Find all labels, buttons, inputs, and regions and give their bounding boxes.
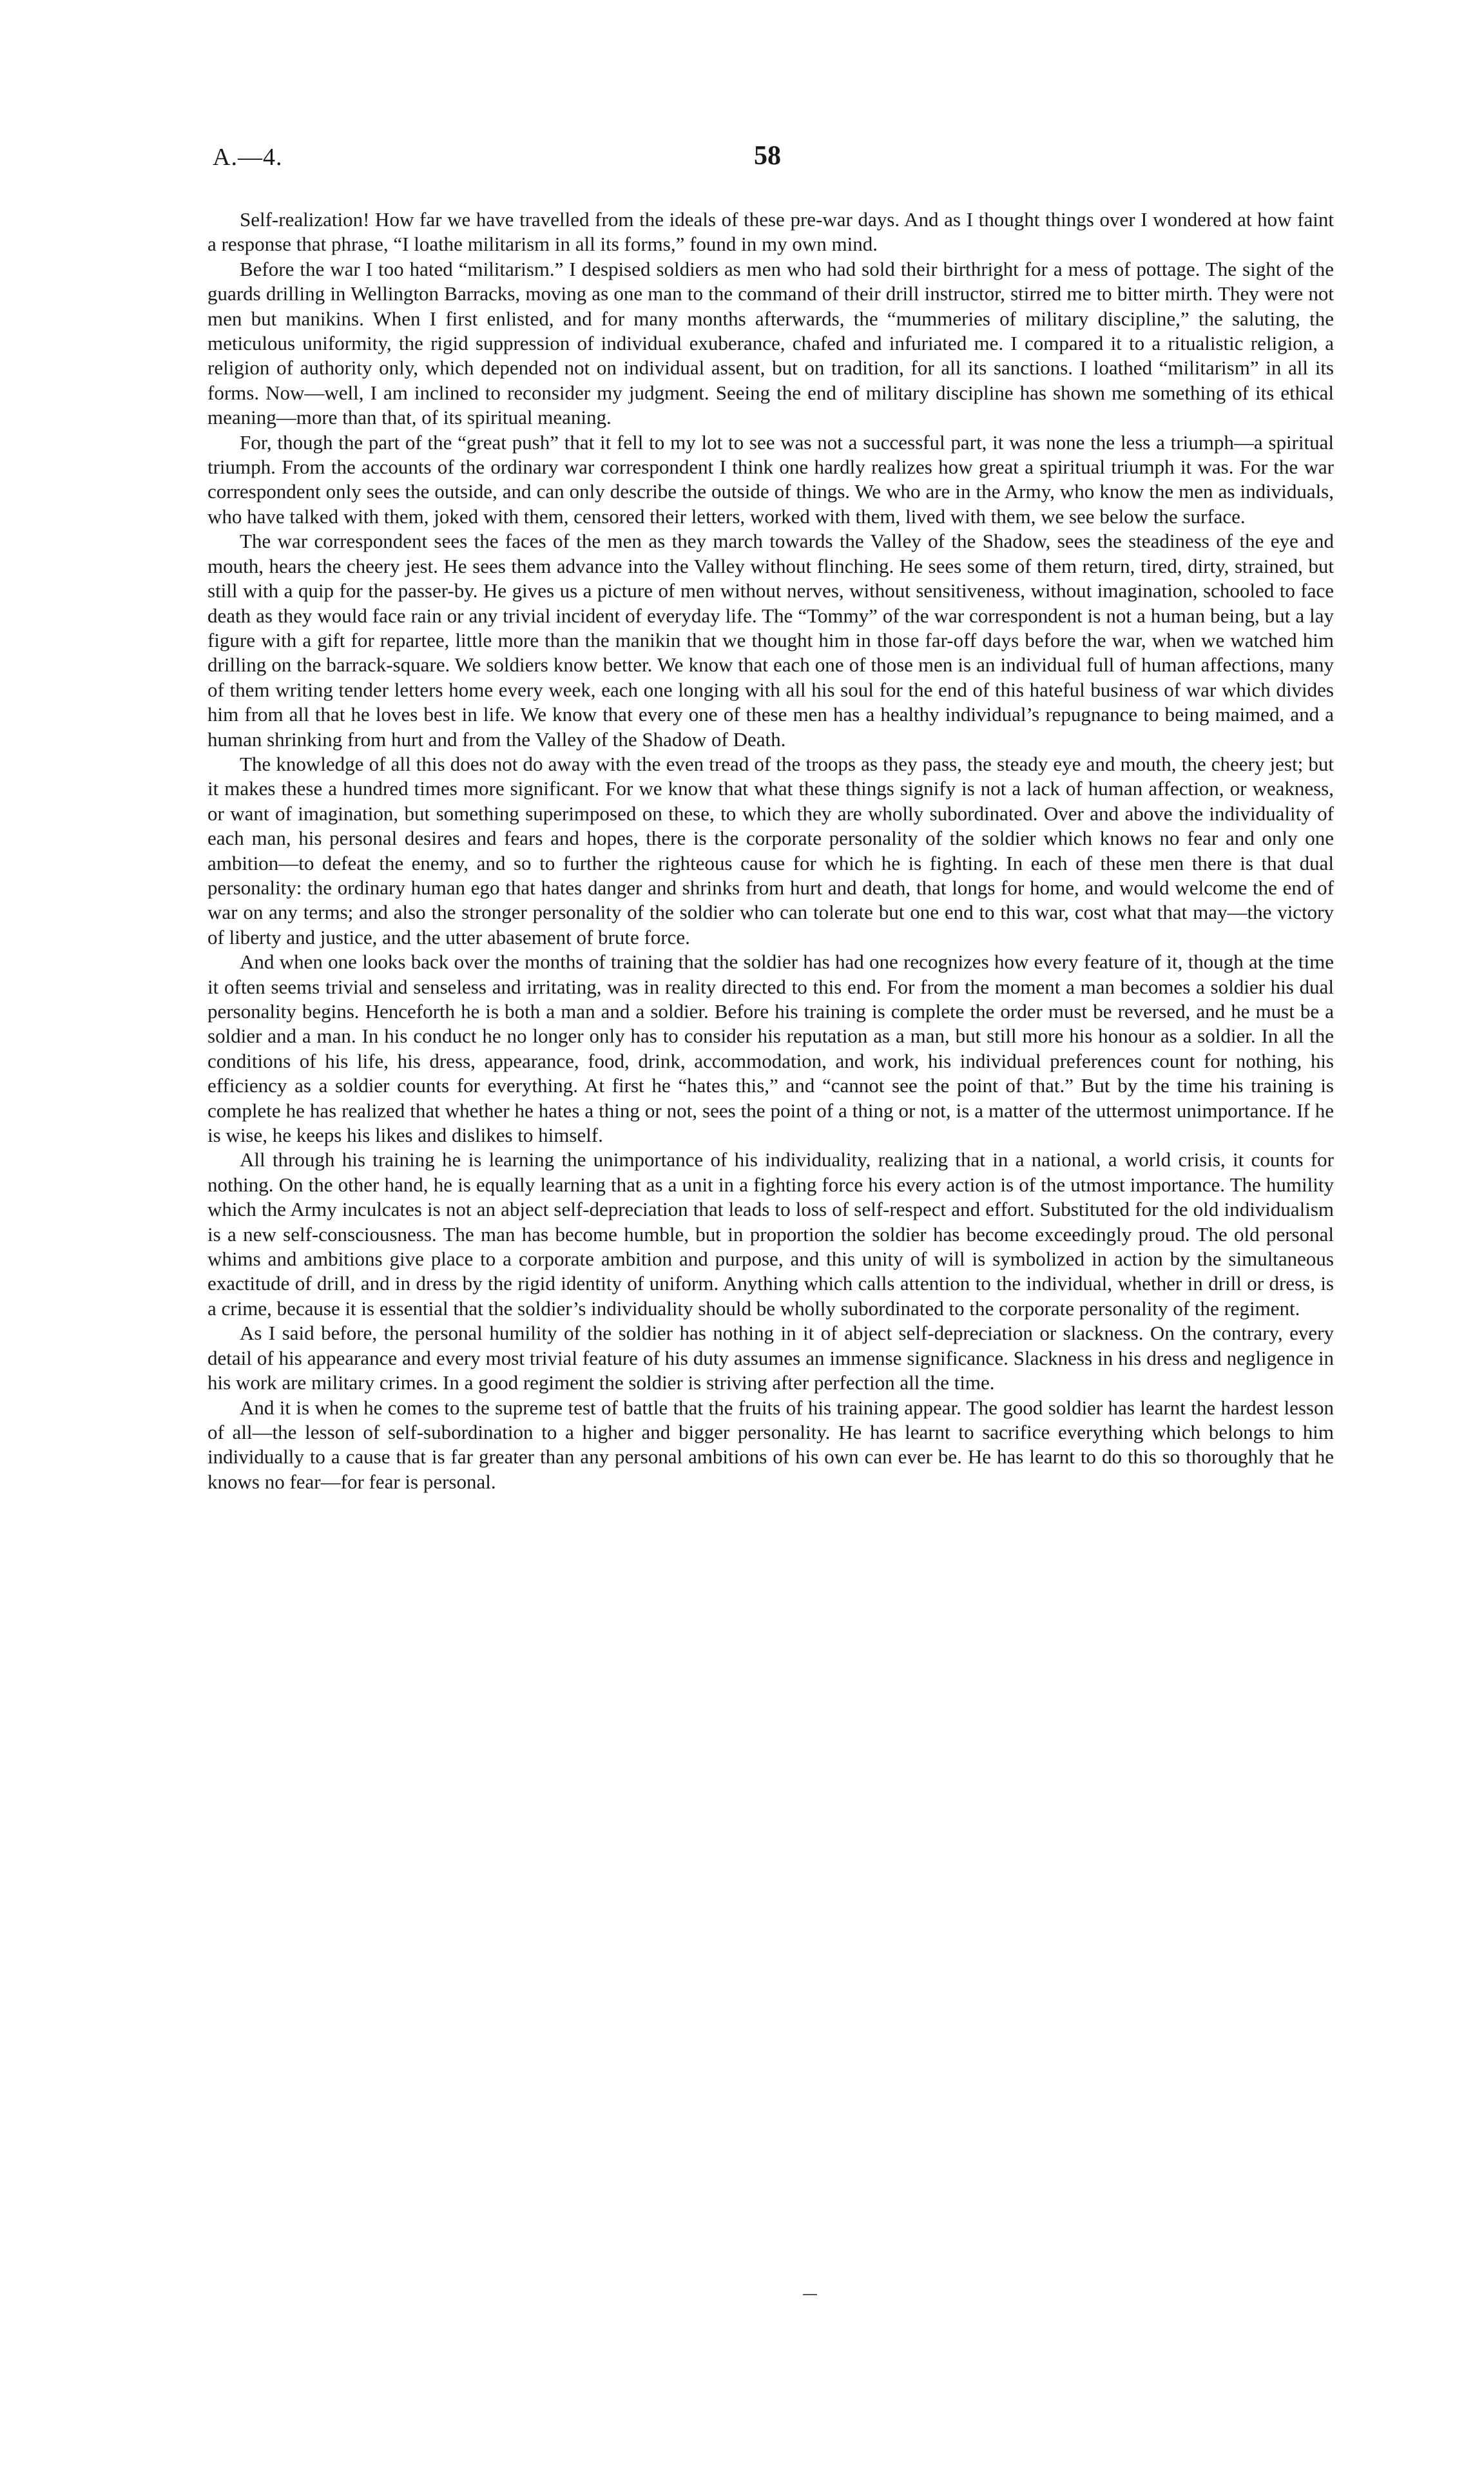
paragraph: Self-realization! How far we have travelled from the ideals of these pre-war days. And as I thought things over I wondered at how faint a response that phrase, “I loathe militarism in all its forms,” found in my own mind. xyxy=(207,208,1334,256)
document-reference: A.—4. xyxy=(213,144,283,171)
print-mark xyxy=(803,2294,817,2295)
paragraph: As I said before, the personal humility of the soldier has nothing in it of abject self-depreciation or slackness. On the contrary, every detail of his appearance and every most trivial feature of his duty assumes an immense significance. Slackness in his dress and negligence in his work are military crimes. In a good regiment the soldier is striving after perfection all the time. xyxy=(207,1322,1334,1394)
paragraph: Before the war I too hated “militarism.” I despised soldiers as men who had sold their birthright for a mess of pottage. The sight of the guards drilling in Wellington Barracks, moving as one man to the command of their drill instructor, stirred me to bitter mirth. They were not men but manikins. When I first enlisted, and for many months afterwards, the “mummeries of military discipline,” the saluting, the meticulous uniformity, the rigid suppression of individual exuberance, chafed and infuriated me. I compared it to a ritualistic religion, a religion of authority only, which depended not on individual assent, but on tradition, for all its sanctions. I loathed “militarism” in all its forms. Now—well, I am inclined to reconsider my judgment. Seeing the end of military discipline has shown me something of its ethical meaning—more than that, of its spiritual meaning. xyxy=(207,257,1334,429)
paragraph: The war correspondent sees the faces of the men as they march towards the Valley of the Shadow, sees the steadiness of the eye and mouth, hears the cheery jest. He sees them advance into the Valley without flinching. He sees some of them return, tired, dirty, strained, but still with a quip for the passer-by. He gives us a picture of men without nerves, without sensitiveness, without imagination, schooled to face death as they would face rain or any trivial incident of everyday life. The “Tommy” of the war correspondent is not a human being, but a lay figure with a gift for repartee, little more than the manikin that we thought him in those far-off days before the war, when we watched him drilling on the barrack-square. We soldiers know better. We know that each one of those men is an individual full of human affections, many of them writing tender letters home every week, each one longing with all his soul for the end of this hateful business of war which divides him from all that he loves best in life. We know that every one of these men has a healthy individual’s repugnance to being maimed, and a human shrinking from hurt and from the Valley of the Shadow of Death. xyxy=(207,530,1334,751)
page-number: 58 xyxy=(754,141,781,171)
paragraph: All through his training he is learning the unimportance of his individuality, realizing that in a national, a world crisis, it counts for nothing. On the other hand, he is equally learning that as a unit in a fighting force his every action is of the utmost importance. The humility which the Army inculcates is not an abject self-depreciation that leads to loss of self-respect and effort. Substituted for the old individualism is a new self-consciousness. The man has become humble, but in proportion the soldier has become exceedingly proud. The old personal whims and ambitions give place to a corporate ambition and purpose, and this unity of will is symbolized in action by the simultaneous exactitude of drill, and in dress by the rigid identity of uniform. Anything which calls attention to the individual, whether in drill or dress, is a crime, because it is essential that the soldier’s individuality should be wholly subordinated to the corporate personality of the regiment. xyxy=(207,1148,1334,1320)
article-body xyxy=(207,207,1334,1494)
paragraph: And when one looks back over the months of training that the soldier has had one recognizes how every feature of it, though at the time it often seems trivial and senseless and irritating, was in reality directed to this end. For from the moment a man becomes a soldier his dual personality begins. Henceforth he is both a man and a soldier. Before his training is complete the order must be reversed, and he must be a soldier and a man. In his conduct he no longer only has to consider his reputation as a man, but still more his honour as a soldier. In all the conditions of his life, his dress, appearance, food, drink, accommodation, and work, his individual preferences count for nothing, his efficiency as a soldier counts for everything. At first he “hates this,” and “cannot see the point of that.” But by the time his training is complete he has realized that whether he hates a thing or not, sees the point of a thing or not, is a matter of the uttermost unimportance. If he is wise, he keeps his likes and dislikes to himself. xyxy=(207,950,1334,1147)
paragraph: And it is when he comes to the supreme test of battle that the fruits of his training appear. The good soldier has learnt the hardest lesson of all—the lesson of self-subordination to a higher and bigger personality. He has learnt to sacrifice everything which belongs to him individually to a cause that is far greater than any personal ambitions of his own can ever be. He has learnt to do this so thoroughly that he knows no fear—for fear is personal. xyxy=(207,1396,1334,1493)
paragraph: For, though the part of the “great push” that it fell to my lot to see was not a successful part, it was none the less a triumph—a spiritual triumph. From the accounts of the ordinary war correspondent I think one hardly realizes how great a spiritual triumph it was. For the war correspondent only sees the outside, and can only describe the outside of things. We who are in the Army, who know the men as individuals, who have talked with them, joked with them, censored their letters, worked with them, lived with them, we see below the surface. xyxy=(207,430,1334,528)
paragraph: The knowledge of all this does not do away with the even tread of the troops as they pass, the steady eye and mouth, the cheery jest; but it makes these a hundred times more significant. For we know that what these things signify is not a lack of human affection, or weakness, or want of imagination, but something superimposed on these, to which they are wholly subordinated. Over and above the individuality of each man, his personal desires and fears and hopes, there is the corporate personality of the soldier which knows no fear and only one ambition—to defeat the enemy, and so to further the righteous cause for which he is fighting. In each of these men there is that dual personality: the ordinary human ego that hates danger and shrinks from hurt and death, that longs for home, and would welcome the end of war on any terms; and also the stronger personality of the soldier who can tolerate but one end to this war, cost what that may—the victory of liberty and justice, and the utter abasement of brute force. xyxy=(207,752,1334,949)
page-header xyxy=(213,143,1334,182)
